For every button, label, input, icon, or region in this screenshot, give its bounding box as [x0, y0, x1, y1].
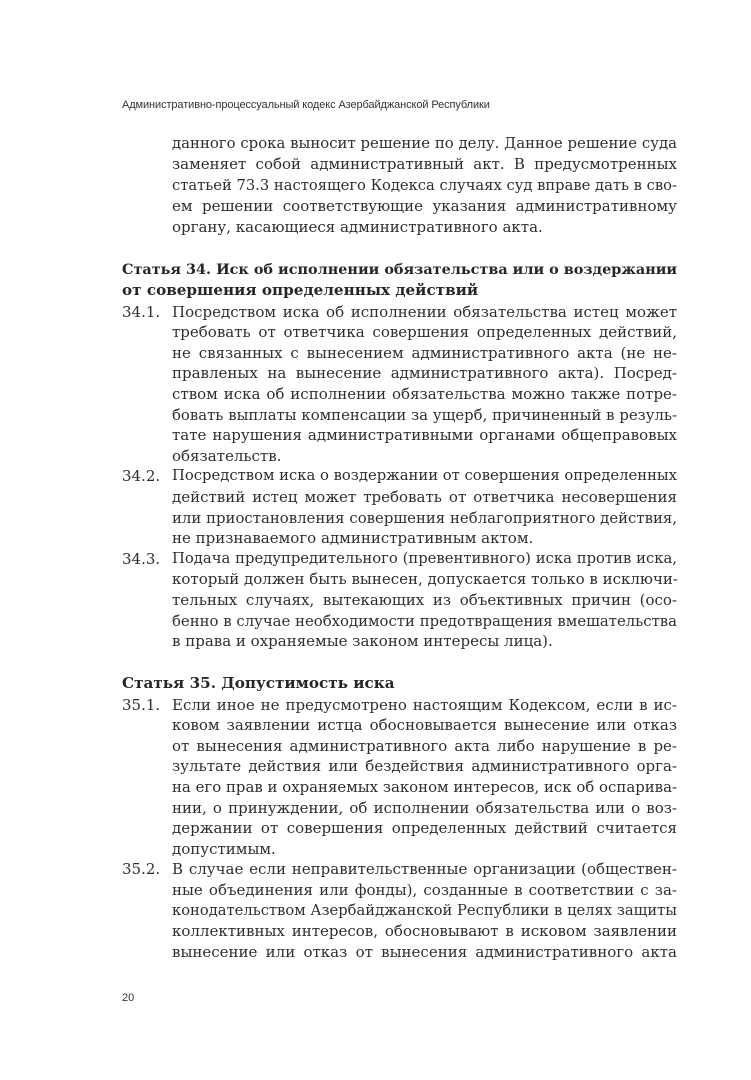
text-line: нии, о принуждении, об исполнении обязательства или о воз-: [172, 798, 677, 817]
text-line: в права и охраняемые законом интересы лица).: [172, 632, 553, 651]
text-line: правленых на вынесение административного акта). Посред-: [172, 364, 677, 383]
text-line: не связанных с вынесением административного акта (не не-: [172, 343, 677, 362]
running-head: Административно-процессуальный кодекс Азербайджанской Республики: [122, 99, 490, 111]
intro-paragraph: [172, 133, 677, 238]
article-35-heading: [122, 673, 677, 694]
text-line: В случае если неправительственные организации (обществен-: [172, 860, 677, 879]
page-number: 20: [122, 992, 135, 1004]
text-line: не признаваемого административным актом.: [172, 529, 534, 548]
text-line: заменяет собой административный акт. В предусмотренных: [172, 154, 677, 173]
text-line: конодательством Азербайджанской Республики в целях защиты: [172, 901, 677, 919]
list-item: [122, 302, 677, 467]
text-line: от вынесения административного акта либо нарушение в ре-: [172, 736, 677, 755]
article-34-heading: [122, 260, 677, 301]
text-line: ем решении соответствующие указания административному: [172, 196, 677, 215]
list-item: [122, 466, 677, 548]
item-number: 35.1.: [122, 695, 161, 714]
text-line: или приостановления совершения неблагоприятного действия,: [172, 508, 677, 527]
text-line: зультате действия или бездействия административного орга-: [172, 757, 677, 776]
text-line: действий истец может требовать от ответчика несовершения: [172, 488, 677, 507]
list-item: [122, 549, 677, 652]
text-line: статьей 73.3 настоящего Кодекса случаях суд вправе дать в сво-: [172, 176, 677, 194]
text-line: Подача предупредительного (превентивного) иска против иска,: [172, 549, 677, 567]
list-item: [122, 695, 677, 860]
text-line: ковом заявлении истца обосновывается вынесение или отказ: [172, 716, 677, 735]
article-35-items: [122, 695, 677, 963]
text-line: тельных случаях, вытекающих из объективных причин (осо-: [172, 591, 677, 609]
text-line: который должен быть вынесен, допускается только в исключи-: [172, 570, 678, 589]
item-number: 34.3.: [122, 549, 161, 568]
text-line: Посредством иска о воздержании от совершения определенных: [172, 467, 677, 485]
text-line: допустимым.: [172, 839, 276, 858]
text-line: Посредством иска об исполнении обязательства истец может: [172, 302, 677, 321]
text-line: ством иска об исполнении обязательства можно также потре-: [172, 385, 677, 404]
text-line: Статья 34. Иск об исполнении обязательства или о воздержании: [122, 260, 678, 278]
text-line: бовать выплаты компенсации за ущерб, причиненный в резуль-: [172, 405, 677, 424]
list-item: [122, 859, 677, 962]
text-line: данного срока выносит решение по делу. Данное решение суда: [172, 133, 677, 152]
item-number: 34.1.: [122, 302, 161, 321]
text-line: органу, касающиеся административного акта.: [172, 217, 543, 236]
text-line: Если иное не предусмотрено настоящим Кодексом, если в ис-: [172, 695, 677, 714]
text-line: ные объединения или фонды), созданные в соответствии с за-: [172, 881, 677, 900]
item-number: 34.2.: [122, 467, 161, 486]
text-line: Статья 35. Допустимость иска: [122, 673, 395, 692]
text-line: тате нарушения административными органами общеправовых: [172, 426, 677, 445]
text-line: коллективных интересов, обосновывают в исковом заявлении: [172, 922, 677, 941]
text-line: обязательств.: [172, 446, 282, 465]
text-line: требовать от ответчика совершения определенных действий,: [172, 323, 677, 342]
article-34-items: [122, 302, 677, 652]
text-line: бенно в случае необходимости предотвращения вмешательства: [172, 611, 677, 630]
item-number: 35.2.: [122, 860, 161, 879]
text-line: на его прав и охраняемых законом интересов, иск об оспарива-: [172, 778, 677, 797]
text-line: держании от совершения определенных действий считается: [172, 819, 677, 838]
text-line: от совершения определенных действий: [122, 281, 479, 300]
text-line: вынесение или отказ от вынесения административного акта: [172, 942, 677, 961]
